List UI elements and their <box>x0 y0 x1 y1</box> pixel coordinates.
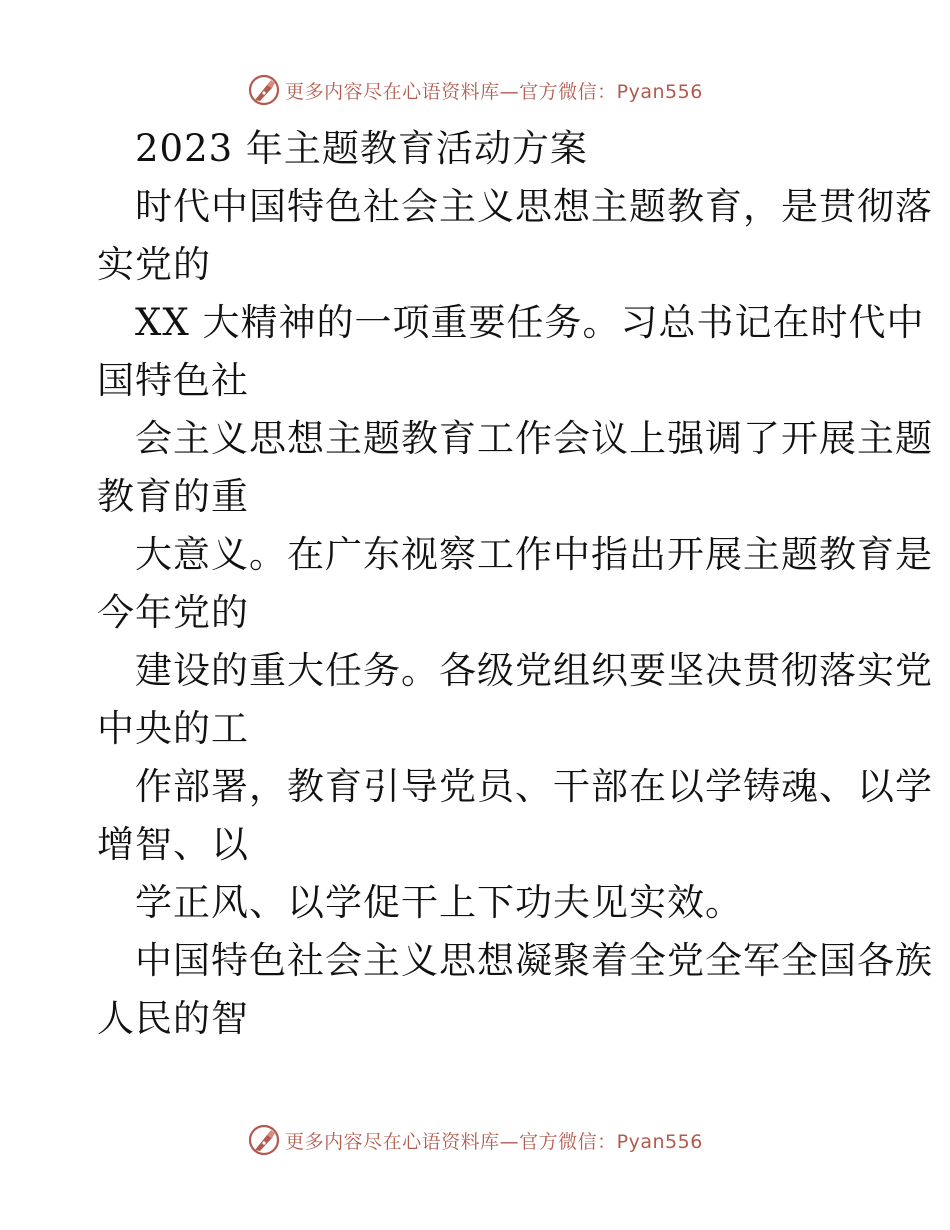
document-title: 2023 年主题教育活动方案 <box>135 127 588 170</box>
pen-nib-logo-icon <box>247 1123 281 1157</box>
paragraph-line: 增智、以 <box>97 823 249 866</box>
paragraph-line: 中国特色社会主义思想凝聚着全党全军全国各族 <box>135 939 933 982</box>
watermark-text: 更多内容尽在心语资料库—官方微信：Pyan556 <box>285 1130 703 1153</box>
header-watermark <box>0 70 950 110</box>
paragraph-line: 大意义。在广东视察工作中指出开展主题教育是 <box>135 533 933 576</box>
paragraph-line: 国特色社 <box>97 359 249 402</box>
paragraph-line: 今年党的 <box>97 591 249 634</box>
paragraph-line: 时代中国特色社会主义思想主题教育，是贯彻落 <box>135 185 933 228</box>
paragraph-line: 教育的重 <box>97 475 249 518</box>
document-body <box>97 120 933 1048</box>
paragraph-line: 实党的 <box>97 243 211 286</box>
pen-nib-logo-icon <box>247 73 281 107</box>
footer-watermark <box>0 1120 950 1160</box>
paragraph-line: 人民的智 <box>97 997 249 1040</box>
paragraph-line: 中央的工 <box>97 707 249 750</box>
paragraph-line: 作部署，教育引导党员、干部在以学铸魂、以学 <box>135 765 933 808</box>
watermark-text: 更多内容尽在心语资料库—官方微信：Pyan556 <box>285 80 703 103</box>
paragraph-line: XX 大精神的一项重要任务。习总书记在时代中 <box>135 301 925 344</box>
paragraph-line: 学正风、以学促干上下功夫见实效。 <box>135 881 743 924</box>
paragraph-line: 会主义思想主题教育工作会议上强调了开展主题 <box>135 417 933 460</box>
paragraph-line: 建设的重大任务。各级党组织要坚决贯彻落实党 <box>135 649 933 692</box>
